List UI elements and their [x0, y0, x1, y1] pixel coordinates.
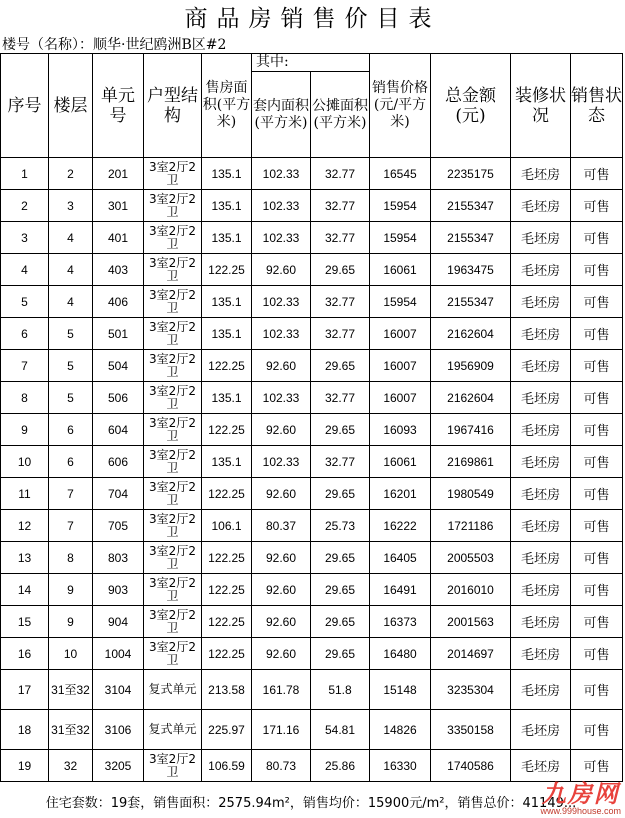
table-row — [1, 670, 623, 710]
total-cell: 1963475 — [431, 254, 511, 286]
table-row — [1, 382, 623, 414]
floor-cell: 6 — [49, 414, 93, 446]
price-cell: 16201 — [370, 478, 431, 510]
price-cell: 16007 — [370, 318, 431, 350]
price-cell: 16007 — [370, 350, 431, 382]
header-shared-area: 公摊面积(平方米) — [311, 72, 370, 158]
shared-area-cell: 54.81 — [311, 710, 370, 750]
seq-cell: 18 — [1, 710, 49, 750]
seq-cell: 17 — [1, 670, 49, 710]
floor-cell: 4 — [49, 254, 93, 286]
building-name: 楼号（名称）：顺华·世纪鸥洲B区#2 — [2, 37, 227, 53]
table-row — [1, 190, 623, 222]
decoration-cell: 毛坯房 — [511, 478, 571, 510]
header-total: 总金额(元) — [431, 54, 511, 158]
price-cell: 16491 — [370, 574, 431, 606]
sale-area-cell: 106.1 — [202, 510, 252, 542]
seq-cell: 5 — [1, 286, 49, 318]
decoration-cell: 毛坯房 — [511, 542, 571, 574]
floor-cell: 4 — [49, 286, 93, 318]
shared-area-cell: 29.65 — [311, 638, 370, 670]
inner-area-cell: 102.33 — [252, 318, 311, 350]
floor-cell: 7 — [49, 478, 93, 510]
layout-cell: 3室2厅2卫 — [144, 750, 202, 782]
status-cell: 可售 — [571, 510, 623, 542]
seq-cell: 12 — [1, 510, 49, 542]
unit-cell: 301 — [93, 190, 144, 222]
unit-cell: 501 — [93, 318, 144, 350]
total-cell: 2162604 — [431, 382, 511, 414]
table-row — [1, 638, 623, 670]
inner-area-cell: 171.16 — [252, 710, 311, 750]
inner-area-cell: 92.60 — [252, 638, 311, 670]
price-cell: 16405 — [370, 542, 431, 574]
seq-cell: 7 — [1, 350, 49, 382]
inner-area-cell: 102.33 — [252, 446, 311, 478]
inner-area-cell: 102.33 — [252, 190, 311, 222]
table-row — [1, 350, 623, 382]
floor-cell: 6 — [49, 446, 93, 478]
shared-area-cell: 32.77 — [311, 222, 370, 254]
layout-cell: 复式单元 — [144, 670, 202, 710]
layout-cell: 3室2厅2卫 — [144, 606, 202, 638]
layout-cell: 3室2厅2卫 — [144, 446, 202, 478]
header-status: 销售状态 — [571, 54, 623, 158]
sale-area-cell: 213.58 — [202, 670, 252, 710]
shared-area-cell: 29.65 — [311, 350, 370, 382]
floor-cell: 32 — [49, 750, 93, 782]
price-cell: 16480 — [370, 638, 431, 670]
sale-area-cell: 135.1 — [202, 318, 252, 350]
layout-cell: 3室2厅2卫 — [144, 382, 202, 414]
floor-cell: 5 — [49, 318, 93, 350]
decoration-cell: 毛坯房 — [511, 414, 571, 446]
floor-cell: 10 — [49, 638, 93, 670]
status-cell: 可售 — [571, 382, 623, 414]
unit-cell: 606 — [93, 446, 144, 478]
table-row — [1, 710, 623, 750]
shared-area-cell: 51.8 — [311, 670, 370, 710]
total-cell: 1721186 — [431, 510, 511, 542]
status-cell: 可售 — [571, 446, 623, 478]
total-cell: 1740586 — [431, 750, 511, 782]
floor-cell: 3 — [49, 190, 93, 222]
seq-cell: 9 — [1, 414, 49, 446]
unit-cell: 803 — [93, 542, 144, 574]
table-row — [1, 478, 623, 510]
layout-cell: 3室2厅2卫 — [144, 286, 202, 318]
header-inner-area: 套内面积(平方米) — [252, 72, 311, 158]
sale-area-cell: 135.1 — [202, 158, 252, 190]
header-unit: 单元号 — [93, 54, 144, 158]
shared-area-cell: 29.65 — [311, 414, 370, 446]
total-cell: 2014697 — [431, 638, 511, 670]
shared-area-cell: 25.73 — [311, 510, 370, 542]
shared-area-cell: 32.77 — [311, 446, 370, 478]
inner-area-cell: 80.73 — [252, 750, 311, 782]
watermark-logo: 九房网 — [541, 780, 620, 808]
status-cell: 可售 — [571, 478, 623, 510]
total-cell: 2162604 — [431, 318, 511, 350]
total-cell: 2155347 — [431, 222, 511, 254]
status-cell: 可售 — [571, 542, 623, 574]
decoration-cell: 毛坯房 — [511, 318, 571, 350]
layout-cell: 3室2厅2卫 — [144, 638, 202, 670]
decoration-cell: 毛坯房 — [511, 254, 571, 286]
unit-cell: 401 — [93, 222, 144, 254]
inner-area-cell: 92.60 — [252, 478, 311, 510]
unit-cell: 704 — [93, 478, 144, 510]
inner-area-cell: 102.33 — [252, 286, 311, 318]
total-cell: 3350158 — [431, 710, 511, 750]
inner-area-cell: 92.60 — [252, 414, 311, 446]
status-cell: 可售 — [571, 670, 623, 710]
unit-cell: 1004 — [93, 638, 144, 670]
inner-area-cell: 92.60 — [252, 574, 311, 606]
status-cell: 可售 — [571, 254, 623, 286]
layout-cell: 3室2厅2卫 — [144, 190, 202, 222]
sale-area-cell: 122.25 — [202, 606, 252, 638]
sale-area-cell: 122.25 — [202, 542, 252, 574]
seq-cell: 19 — [1, 750, 49, 782]
price-cell: 16061 — [370, 254, 431, 286]
table-row — [1, 318, 623, 350]
status-cell: 可售 — [571, 414, 623, 446]
header-layout: 户型结构 — [144, 54, 202, 158]
shared-area-cell: 29.65 — [311, 606, 370, 638]
floor-cell: 9 — [49, 574, 93, 606]
sale-area-cell: 122.25 — [202, 478, 252, 510]
header-floor: 楼层 — [49, 54, 93, 158]
decoration-cell: 毛坯房 — [511, 670, 571, 710]
inner-area-cell: 92.60 — [252, 606, 311, 638]
layout-cell: 3室2厅2卫 — [144, 414, 202, 446]
sale-area-cell: 122.25 — [202, 574, 252, 606]
inner-area-cell: 80.37 — [252, 510, 311, 542]
table-row — [1, 510, 623, 542]
sale-area-cell: 225.97 — [202, 710, 252, 750]
status-cell: 可售 — [571, 710, 623, 750]
decoration-cell: 毛坯房 — [511, 190, 571, 222]
floor-cell: 8 — [49, 542, 93, 574]
seq-cell: 13 — [1, 542, 49, 574]
header-of-which: 其中: — [252, 54, 370, 72]
sale-area-cell: 122.25 — [202, 254, 252, 286]
total-cell: 2001563 — [431, 606, 511, 638]
inner-area-cell: 102.33 — [252, 158, 311, 190]
decoration-cell: 毛坯房 — [511, 382, 571, 414]
layout-cell: 3室2厅2卫 — [144, 158, 202, 190]
status-cell: 可售 — [571, 190, 623, 222]
seq-cell: 14 — [1, 574, 49, 606]
status-cell: 可售 — [571, 606, 623, 638]
decoration-cell: 毛坯房 — [511, 606, 571, 638]
price-cell: 16330 — [370, 750, 431, 782]
unit-cell: 705 — [93, 510, 144, 542]
unit-cell: 201 — [93, 158, 144, 190]
seq-cell: 16 — [1, 638, 49, 670]
shared-area-cell: 29.65 — [311, 574, 370, 606]
shared-area-cell: 29.65 — [311, 542, 370, 574]
unit-cell: 3104 — [93, 670, 144, 710]
sale-area-cell: 135.1 — [202, 446, 252, 478]
shared-area-cell: 25.86 — [311, 750, 370, 782]
header-seq: 序号 — [1, 54, 49, 158]
floor-cell: 4 — [49, 222, 93, 254]
header-sale-area: 售房面积(平方米) — [202, 54, 252, 158]
price-table — [0, 53, 623, 782]
total-cell: 2005503 — [431, 542, 511, 574]
floor-cell: 31至32 — [49, 710, 93, 750]
decoration-cell: 毛坯房 — [511, 222, 571, 254]
seq-cell: 10 — [1, 446, 49, 478]
unit-cell: 604 — [93, 414, 144, 446]
decoration-cell: 毛坯房 — [511, 710, 571, 750]
status-cell: 可售 — [571, 158, 623, 190]
inner-area-cell: 102.33 — [252, 222, 311, 254]
layout-cell: 3室2厅2卫 — [144, 478, 202, 510]
seq-cell: 2 — [1, 190, 49, 222]
inner-area-cell: 161.78 — [252, 670, 311, 710]
seq-cell: 3 — [1, 222, 49, 254]
unit-cell: 403 — [93, 254, 144, 286]
status-cell: 可售 — [571, 638, 623, 670]
shared-area-cell: 32.77 — [311, 286, 370, 318]
floor-cell: 7 — [49, 510, 93, 542]
price-cell: 16093 — [370, 414, 431, 446]
unit-cell: 3106 — [93, 710, 144, 750]
price-cell: 16373 — [370, 606, 431, 638]
sale-area-cell: 135.1 — [202, 222, 252, 254]
price-cell: 15954 — [370, 222, 431, 254]
status-cell: 可售 — [571, 318, 623, 350]
header-decoration: 装修状况 — [511, 54, 571, 158]
floor-cell: 31至32 — [49, 670, 93, 710]
sale-area-cell: 135.1 — [202, 190, 252, 222]
sale-area-cell: 122.25 — [202, 414, 252, 446]
table-row — [1, 222, 623, 254]
summary-footer: 住宅套数：19套，销售面积：2575.94m²，销售均价：15900元/m²，销售总价：41149... — [45, 796, 577, 811]
page-title: 商品房销售价目表 — [184, 6, 441, 32]
decoration-cell: 毛坯房 — [511, 510, 571, 542]
unit-cell: 406 — [93, 286, 144, 318]
price-cell: 15954 — [370, 190, 431, 222]
floor-cell: 9 — [49, 606, 93, 638]
status-cell: 可售 — [571, 286, 623, 318]
total-cell: 2155347 — [431, 190, 511, 222]
floor-cell: 2 — [49, 158, 93, 190]
shared-area-cell: 32.77 — [311, 158, 370, 190]
floor-cell: 5 — [49, 382, 93, 414]
unit-cell: 506 — [93, 382, 144, 414]
table-row — [1, 286, 623, 318]
price-cell: 16545 — [370, 158, 431, 190]
layout-cell: 3室2厅2卫 — [144, 318, 202, 350]
shared-area-cell: 29.65 — [311, 254, 370, 286]
decoration-cell: 毛坯房 — [511, 574, 571, 606]
decoration-cell: 毛坯房 — [511, 350, 571, 382]
inner-area-cell: 92.60 — [252, 350, 311, 382]
header-price: 销售价格(元/平方米) — [370, 54, 431, 158]
decoration-cell: 毛坯房 — [511, 750, 571, 782]
seq-cell: 15 — [1, 606, 49, 638]
status-cell: 可售 — [571, 574, 623, 606]
decoration-cell: 毛坯房 — [511, 638, 571, 670]
status-cell: 可售 — [571, 750, 623, 782]
decoration-cell: 毛坯房 — [511, 446, 571, 478]
seq-cell: 8 — [1, 382, 49, 414]
sale-area-cell: 122.25 — [202, 638, 252, 670]
sale-area-cell: 135.1 — [202, 382, 252, 414]
total-cell: 1956909 — [431, 350, 511, 382]
decoration-cell: 毛坯房 — [511, 158, 571, 190]
layout-cell: 3室2厅2卫 — [144, 574, 202, 606]
unit-cell: 504 — [93, 350, 144, 382]
inner-area-cell: 102.33 — [252, 382, 311, 414]
total-cell: 3235304 — [431, 670, 511, 710]
table-row — [1, 574, 623, 606]
seq-cell: 4 — [1, 254, 49, 286]
price-cell: 14826 — [370, 710, 431, 750]
table-row — [1, 446, 623, 478]
total-cell: 2235175 — [431, 158, 511, 190]
status-cell: 可售 — [571, 222, 623, 254]
watermark-url: www.999house.com — [540, 806, 621, 816]
total-cell: 2016010 — [431, 574, 511, 606]
unit-cell: 903 — [93, 574, 144, 606]
decoration-cell: 毛坯房 — [511, 286, 571, 318]
inner-area-cell: 92.60 — [252, 254, 311, 286]
shared-area-cell: 32.77 — [311, 382, 370, 414]
shared-area-cell: 32.77 — [311, 190, 370, 222]
layout-cell: 3室2厅2卫 — [144, 542, 202, 574]
table-row — [1, 542, 623, 574]
table-row — [1, 254, 623, 286]
status-cell: 可售 — [571, 350, 623, 382]
seq-cell: 6 — [1, 318, 49, 350]
seq-cell: 11 — [1, 478, 49, 510]
unit-cell: 3205 — [93, 750, 144, 782]
table-row — [1, 414, 623, 446]
shared-area-cell: 32.77 — [311, 318, 370, 350]
watermark — [540, 782, 621, 816]
total-cell: 1967416 — [431, 414, 511, 446]
floor-cell: 5 — [49, 350, 93, 382]
price-cell: 15148 — [370, 670, 431, 710]
layout-cell: 复式单元 — [144, 710, 202, 750]
sale-area-cell: 106.59 — [202, 750, 252, 782]
table-row — [1, 750, 623, 782]
table-row — [1, 158, 623, 190]
layout-cell: 3室2厅2卫 — [144, 222, 202, 254]
layout-cell: 3室2厅2卫 — [144, 350, 202, 382]
price-cell: 16222 — [370, 510, 431, 542]
price-cell: 15954 — [370, 286, 431, 318]
layout-cell: 3室2厅2卫 — [144, 510, 202, 542]
layout-cell: 3室2厅2卫 — [144, 254, 202, 286]
total-cell: 2169861 — [431, 446, 511, 478]
seq-cell: 1 — [1, 158, 49, 190]
table-row — [1, 606, 623, 638]
sale-area-cell: 135.1 — [202, 286, 252, 318]
total-cell: 1980549 — [431, 478, 511, 510]
total-cell: 2155347 — [431, 286, 511, 318]
unit-cell: 904 — [93, 606, 144, 638]
inner-area-cell: 92.60 — [252, 542, 311, 574]
shared-area-cell: 29.65 — [311, 478, 370, 510]
price-cell: 16007 — [370, 382, 431, 414]
sale-area-cell: 122.25 — [202, 350, 252, 382]
price-cell: 16061 — [370, 446, 431, 478]
